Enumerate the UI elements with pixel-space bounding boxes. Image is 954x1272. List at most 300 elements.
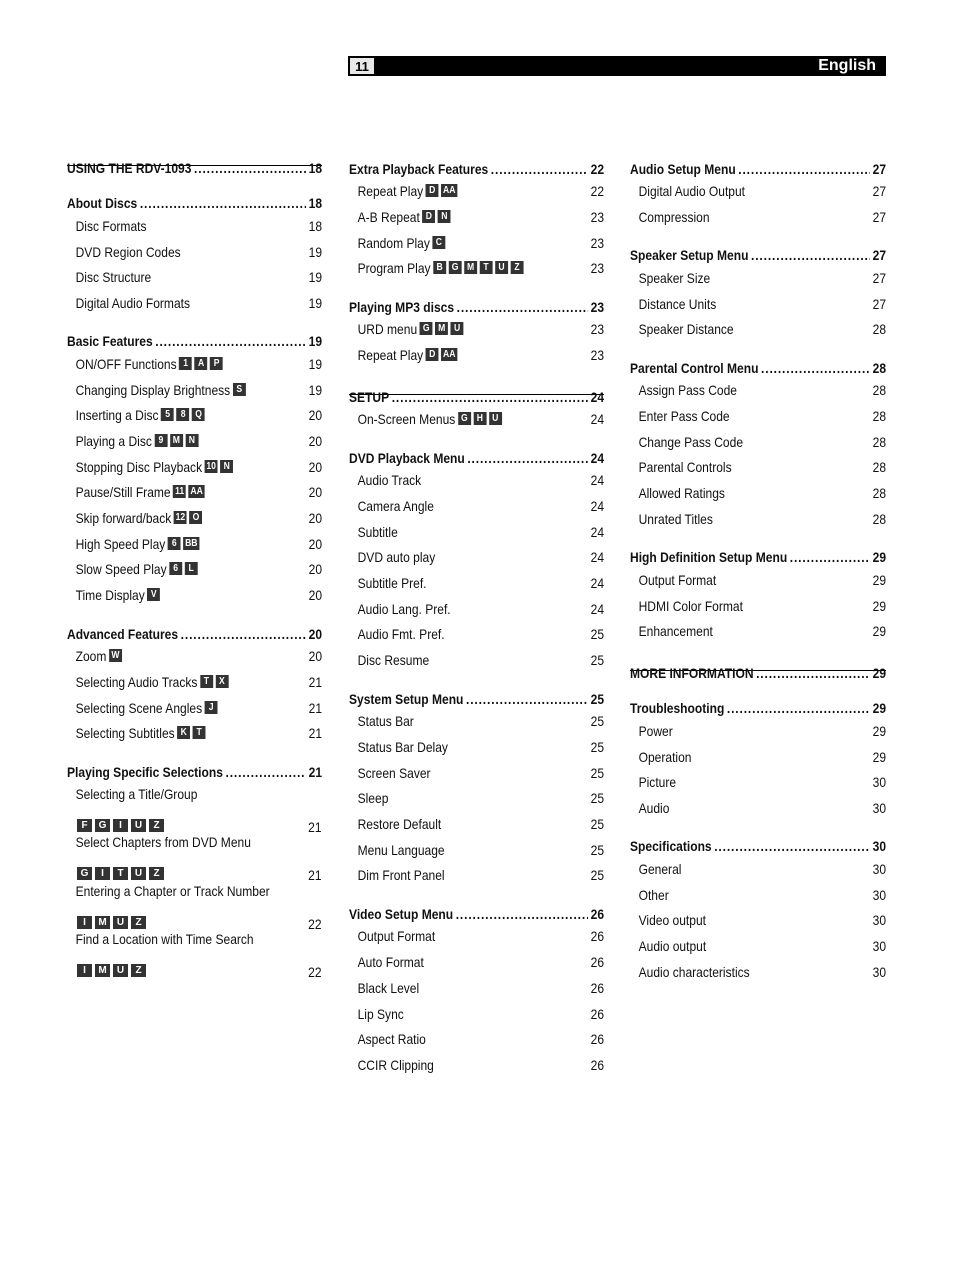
toc-page-number: 18 bbox=[308, 160, 323, 176]
toc-entry-title: HDMI Color Format bbox=[638, 598, 743, 614]
toc-entry[interactable] bbox=[349, 925, 604, 947]
toc-entry-title: Select Chapters from DVD Menu bbox=[75, 834, 251, 850]
button-icon-x: X bbox=[215, 675, 228, 688]
toc-entry-title: Disc Formats bbox=[75, 218, 147, 234]
toc-entry-title: Zoom bbox=[75, 648, 107, 664]
toc-page-number: 30 bbox=[872, 774, 887, 790]
toc-entry-title: Enter Pass Code bbox=[638, 408, 730, 424]
toc-entry-title: MORE INFORMATION bbox=[630, 665, 754, 681]
button-icon-aa: AA bbox=[442, 184, 456, 196]
button-icon-g: G bbox=[458, 412, 471, 425]
toc-entry-title: Video Setup Menu bbox=[349, 906, 454, 922]
toc-page-number: 19 bbox=[308, 333, 323, 349]
toc-page-number: 19 bbox=[308, 244, 323, 260]
toc-heading[interactable] bbox=[630, 835, 886, 857]
toc-page-number: 25 bbox=[590, 691, 605, 707]
toc-entry-title: Digital Audio Output bbox=[638, 183, 746, 199]
button-icon-z: Z bbox=[131, 916, 146, 929]
toc-entry[interactable] bbox=[67, 266, 322, 288]
toc-entry-title: Menu Language bbox=[357, 842, 445, 858]
button-icon-group bbox=[77, 964, 149, 980]
toc-page-number: 19 bbox=[308, 269, 323, 285]
toc-entry[interactable] bbox=[67, 722, 322, 744]
toc-entry-title: Compression bbox=[638, 209, 710, 225]
toc-page-number: 29 bbox=[872, 598, 887, 614]
toc-entry[interactable] bbox=[67, 292, 322, 314]
toc-entry[interactable] bbox=[67, 507, 322, 529]
button-icon-p: P bbox=[210, 357, 223, 370]
toc-entry[interactable] bbox=[349, 495, 604, 517]
button-icon-a: A bbox=[195, 357, 208, 370]
toc-entry[interactable] bbox=[630, 405, 886, 427]
button-icon-c: C bbox=[432, 236, 445, 249]
toc-page-number: 20 bbox=[308, 484, 323, 500]
toc-page-number: 26 bbox=[590, 1057, 605, 1073]
toc-entry[interactable] bbox=[349, 469, 604, 491]
toc-page-number: 27 bbox=[872, 247, 887, 263]
toc-entry-title: Audio Fmt. Pref. bbox=[357, 626, 445, 642]
toc-page-number: 29 bbox=[872, 623, 887, 639]
toc-entry[interactable] bbox=[349, 787, 604, 809]
toc-entry[interactable] bbox=[349, 257, 604, 279]
toc-page-number: 24 bbox=[590, 549, 605, 565]
toc-heading[interactable] bbox=[349, 386, 604, 408]
toc-entry-title: Digital Audio Formats bbox=[75, 295, 191, 311]
toc-entry[interactable] bbox=[67, 928, 322, 950]
toc-entry[interactable] bbox=[630, 482, 886, 504]
toc-entry-title: Other bbox=[638, 887, 669, 903]
toc-page-number: 22 bbox=[308, 964, 322, 980]
toc-entry[interactable] bbox=[67, 671, 322, 693]
toc-entry-title: Unrated Titles bbox=[638, 511, 713, 527]
toc-entry-title: Slow Speed Play bbox=[75, 561, 167, 577]
toc-entry[interactable] bbox=[349, 1003, 604, 1025]
toc-heading[interactable] bbox=[67, 192, 322, 214]
toc-page-number: 24 bbox=[590, 472, 605, 488]
toc-entry-title: Program Play bbox=[357, 260, 431, 276]
button-icon-u: U bbox=[131, 819, 146, 832]
button-icon-aa: AA bbox=[442, 348, 456, 360]
dot-leader bbox=[491, 158, 588, 180]
toc-entry[interactable] bbox=[67, 880, 322, 902]
toc-entry-title: Power bbox=[638, 723, 673, 739]
toc-entry[interactable] bbox=[630, 431, 886, 453]
toc-page-number: 25 bbox=[590, 626, 605, 642]
toc-page-number: 21 bbox=[308, 700, 323, 716]
button-icon-12: 12 bbox=[175, 511, 186, 523]
toc-page-number: 23 bbox=[590, 260, 605, 276]
toc-page-number: 29 bbox=[872, 572, 887, 588]
button-icon-i: I bbox=[77, 964, 92, 977]
toc-heading[interactable] bbox=[630, 546, 886, 568]
toc-entry[interactable] bbox=[349, 649, 604, 671]
toc-entry[interactable] bbox=[630, 595, 886, 617]
toc-page-number: 24 bbox=[590, 411, 605, 427]
toc-entry-title: CCIR Clipping bbox=[357, 1057, 434, 1073]
toc-entry[interactable] bbox=[349, 839, 604, 861]
toc-entry[interactable] bbox=[349, 344, 604, 366]
toc-entry[interactable] bbox=[349, 521, 604, 543]
toc-entry-title: Subtitle bbox=[357, 524, 398, 540]
toc-entry[interactable] bbox=[67, 783, 322, 805]
toc-entry[interactable] bbox=[630, 206, 886, 228]
button-icon-f: F bbox=[77, 819, 92, 832]
toc-entry[interactable] bbox=[630, 935, 886, 957]
toc-page-number: 20 bbox=[308, 510, 323, 526]
toc-heading[interactable] bbox=[630, 662, 886, 684]
button-icon-5: 5 bbox=[161, 408, 174, 421]
toc-entry[interactable] bbox=[630, 293, 886, 315]
toc-entry[interactable] bbox=[630, 771, 886, 793]
toc-page-number: 25 bbox=[590, 739, 605, 755]
toc-page-number: 29 bbox=[872, 723, 887, 739]
toc-page-number: 26 bbox=[590, 928, 605, 944]
dot-leader bbox=[194, 157, 306, 179]
toc-entry-title: Subtitle Pref. bbox=[357, 575, 427, 591]
toc-page-number: 27 bbox=[872, 209, 887, 225]
button-icon-t: T bbox=[480, 261, 493, 274]
toc-entry-title: Time Display bbox=[75, 587, 145, 603]
toc-heading[interactable] bbox=[349, 903, 604, 925]
toc-entry[interactable] bbox=[349, 736, 604, 758]
toc-entry-title: Sleep bbox=[357, 790, 389, 806]
button-icon-h: H bbox=[473, 412, 486, 425]
toc-entry-title: Speaker Setup Menu bbox=[630, 247, 749, 263]
toc-entry[interactable] bbox=[630, 909, 886, 931]
toc-page-number: 25 bbox=[590, 652, 605, 668]
toc-entry[interactable] bbox=[349, 623, 604, 645]
button-icon-6: 6 bbox=[169, 562, 182, 575]
toc-entry[interactable] bbox=[630, 858, 886, 880]
toc-entry-title: Audio Track bbox=[357, 472, 422, 488]
toc-entry[interactable] bbox=[630, 318, 886, 340]
toc-entry[interactable] bbox=[67, 481, 322, 503]
toc-page-number: 26 bbox=[590, 1031, 605, 1047]
toc-entry[interactable] bbox=[349, 1028, 604, 1050]
toc-entry[interactable] bbox=[630, 961, 886, 983]
toc-entry[interactable] bbox=[630, 569, 886, 591]
toc-entry-title: ON/OFF Functions bbox=[75, 356, 177, 372]
toc-heading[interactable] bbox=[67, 623, 322, 645]
button-icon-g: G bbox=[95, 819, 110, 832]
toc-entry[interactable] bbox=[349, 572, 604, 594]
toc-entry-title: Troubleshooting bbox=[630, 700, 725, 716]
toc-heading[interactable] bbox=[630, 158, 886, 180]
toc-page-number: 20 bbox=[308, 648, 323, 664]
toc-entry[interactable] bbox=[349, 180, 604, 202]
button-icon-l: L bbox=[185, 562, 198, 575]
toc-entry-title: Change Pass Code bbox=[638, 434, 744, 450]
toc-entry-title: Distance Units bbox=[638, 296, 717, 312]
toc-entry-title: SETUP bbox=[349, 389, 390, 405]
button-icon-m: M bbox=[95, 964, 110, 977]
toc-entry[interactable] bbox=[349, 977, 604, 999]
button-icon-aa: AA bbox=[190, 485, 203, 497]
toc-entry-title: Repeat Play bbox=[357, 183, 424, 199]
toc-page-number: 21 bbox=[308, 725, 323, 741]
dot-leader bbox=[467, 447, 588, 469]
toc-entry[interactable] bbox=[630, 508, 886, 530]
dot-leader bbox=[714, 835, 870, 857]
toc-page-number: 20 bbox=[308, 459, 323, 475]
toc-entry-title: Changing Display Brightness bbox=[75, 382, 231, 398]
button-icon-i: I bbox=[95, 867, 110, 880]
toc-entry-title: Lip Sync bbox=[357, 1006, 404, 1022]
toc-entry[interactable] bbox=[630, 456, 886, 478]
button-icon-o: O bbox=[189, 511, 202, 524]
toc-entry-title: URD menu bbox=[357, 321, 418, 337]
button-icon-n: N bbox=[185, 434, 198, 447]
toc-page-number: 24 bbox=[590, 498, 605, 514]
toc-entry-title: Selecting Audio Tracks bbox=[75, 674, 198, 690]
toc-heading[interactable] bbox=[349, 688, 604, 710]
toc-page-number: 25 bbox=[590, 765, 605, 781]
toc-entry-title: Black Level bbox=[357, 980, 420, 996]
toc-entry[interactable] bbox=[630, 267, 886, 289]
toc-entry-title: Disc Structure bbox=[75, 269, 152, 285]
toc-page-number: 28 bbox=[872, 321, 887, 337]
toc-page-number: 24 bbox=[590, 601, 605, 617]
toc-page-number: 29 bbox=[872, 549, 887, 565]
toc-entry[interactable] bbox=[67, 430, 322, 452]
toc-page-number: 25 bbox=[590, 867, 605, 883]
toc-page-number: 25 bbox=[590, 842, 605, 858]
toc-page-number: 24 bbox=[590, 389, 605, 405]
toc-page-number: 28 bbox=[872, 360, 887, 376]
toc-entry-title: Repeat Play bbox=[357, 347, 424, 363]
toc-page-number: 19 bbox=[308, 356, 323, 372]
button-icon-t: T bbox=[200, 675, 213, 688]
toc-page-number: 21 bbox=[308, 674, 323, 690]
toc-entry[interactable] bbox=[630, 620, 886, 642]
dot-leader bbox=[456, 903, 588, 925]
toc-page-number: 20 bbox=[308, 536, 323, 552]
toc-page-number: 24 bbox=[590, 450, 605, 466]
toc-entry[interactable] bbox=[67, 353, 322, 375]
toc-heading[interactable] bbox=[349, 447, 604, 469]
toc-entry[interactable] bbox=[349, 232, 604, 254]
toc-page-number: 21 bbox=[308, 764, 323, 780]
toc-entry[interactable] bbox=[630, 746, 886, 768]
toc-entry[interactable] bbox=[349, 864, 604, 886]
button-icon-k: K bbox=[177, 726, 190, 739]
toc-entry-title: Assign Pass Code bbox=[638, 382, 737, 398]
button-icon-8: 8 bbox=[177, 408, 190, 421]
toc-entry-title: Inserting a Disc bbox=[75, 407, 159, 423]
toc-entry-title: DVD Region Codes bbox=[75, 244, 181, 260]
toc-entry[interactable] bbox=[349, 710, 604, 732]
toc-heading[interactable] bbox=[67, 330, 322, 352]
button-icon-m: M bbox=[95, 916, 110, 929]
toc-entry-title: USING THE RDV-1093 bbox=[67, 160, 192, 176]
button-icon-z: Z bbox=[511, 261, 524, 274]
toc-page-number: 18 bbox=[308, 195, 323, 211]
toc-entry-title: Audio bbox=[638, 800, 670, 816]
toc-entry-title: Restore Default bbox=[357, 816, 442, 832]
toc-heading[interactable] bbox=[630, 697, 886, 719]
toc-entry[interactable] bbox=[67, 533, 322, 555]
button-icon-n: N bbox=[220, 460, 233, 473]
button-icon-s: S bbox=[233, 383, 246, 396]
toc-entry-title: Selecting Scene Angles bbox=[75, 700, 203, 716]
toc-entry[interactable] bbox=[349, 206, 604, 228]
toc-entry[interactable] bbox=[67, 241, 322, 263]
toc-page-number: 20 bbox=[308, 626, 323, 642]
toc-page-number: 30 bbox=[872, 800, 887, 816]
toc-page-number: 21 bbox=[308, 867, 322, 883]
toc-entry[interactable] bbox=[349, 318, 604, 340]
toc-entry[interactable] bbox=[349, 951, 604, 973]
button-icon-6: 6 bbox=[168, 537, 181, 550]
toc-entry-title: Selecting Subtitles bbox=[75, 725, 175, 741]
toc-page-number: 22 bbox=[590, 161, 605, 177]
button-icon-d: D bbox=[426, 184, 439, 197]
toc-entry[interactable] bbox=[349, 813, 604, 835]
dot-leader bbox=[751, 244, 870, 266]
toc-page-number: 28 bbox=[872, 434, 887, 450]
button-icon-u: U bbox=[489, 412, 502, 425]
toc-entry-title: Allowed Ratings bbox=[638, 485, 725, 501]
toc-entry-title: Camera Angle bbox=[357, 498, 434, 514]
toc-page-number: 26 bbox=[590, 954, 605, 970]
toc-heading[interactable] bbox=[349, 158, 604, 180]
toc-entry[interactable] bbox=[349, 598, 604, 620]
toc-entry-title: Aspect Ratio bbox=[357, 1031, 426, 1047]
toc-entry[interactable] bbox=[630, 180, 886, 202]
toc-page-number: 23 bbox=[590, 235, 605, 251]
toc-entry-title: Audio Lang. Pref. bbox=[357, 601, 451, 617]
toc-heading[interactable] bbox=[67, 761, 322, 783]
toc-entry[interactable] bbox=[67, 558, 322, 580]
toc-page-number: 24 bbox=[590, 575, 605, 591]
toc-entry[interactable] bbox=[349, 546, 604, 568]
toc-page-number: 30 bbox=[872, 964, 887, 980]
toc-entry[interactable] bbox=[630, 884, 886, 906]
toc-entry-title: Parental Controls bbox=[638, 459, 732, 475]
toc-heading[interactable] bbox=[630, 357, 886, 379]
toc-page-number: 28 bbox=[872, 459, 887, 475]
toc-page-number: 18 bbox=[308, 218, 323, 234]
toc-page-number: 26 bbox=[590, 906, 605, 922]
button-icon-bb: BB bbox=[185, 537, 198, 549]
toc-heading[interactable] bbox=[630, 244, 886, 266]
toc-entry[interactable] bbox=[67, 645, 322, 667]
toc-entry-title: Output Format bbox=[357, 928, 436, 944]
button-icon-u: U bbox=[113, 916, 128, 929]
toc-entry-title: Picture bbox=[638, 774, 677, 790]
button-icon-d: D bbox=[422, 210, 435, 223]
button-icon-z: Z bbox=[149, 819, 164, 832]
toc-entry-title: System Setup Menu bbox=[349, 691, 464, 707]
toc-heading[interactable] bbox=[349, 296, 604, 318]
toc-entry[interactable] bbox=[67, 584, 322, 606]
dot-leader bbox=[738, 158, 870, 180]
toc-entry[interactable] bbox=[67, 831, 322, 853]
toc-entry-title: High Speed Play bbox=[75, 536, 166, 552]
toc-entry[interactable] bbox=[349, 762, 604, 784]
toc-page-number: 24 bbox=[590, 524, 605, 540]
toc-entry[interactable] bbox=[67, 379, 322, 401]
toc-entry-title: A-B Repeat bbox=[357, 209, 420, 225]
button-icon-g: G bbox=[420, 322, 433, 335]
toc-entry[interactable] bbox=[349, 1054, 604, 1076]
toc-page-number: 30 bbox=[872, 838, 887, 854]
dot-leader bbox=[790, 546, 870, 568]
button-icon-m: M bbox=[170, 434, 183, 447]
button-icon-n: N bbox=[438, 210, 451, 223]
toc-entry-title: Auto Format bbox=[357, 954, 424, 970]
toc-page-number: 28 bbox=[872, 408, 887, 424]
toc-page-number: 29 bbox=[872, 749, 887, 765]
toc-entry-title: Basic Features bbox=[67, 333, 153, 349]
toc-entry[interactable] bbox=[67, 456, 322, 478]
toc-entry-title: Disc Resume bbox=[357, 652, 430, 668]
toc-entry-title: Operation bbox=[638, 749, 692, 765]
toc-entry-title: Parental Control Menu bbox=[630, 360, 759, 376]
toc-page-number: 25 bbox=[590, 790, 605, 806]
dot-leader bbox=[155, 330, 306, 352]
button-icon-q: Q bbox=[192, 408, 205, 421]
toc-page-number: 23 bbox=[590, 299, 605, 315]
toc-entry[interactable] bbox=[67, 404, 322, 426]
toc-entry-title: Dim Front Panel bbox=[357, 867, 445, 883]
toc-page-number: 23 bbox=[590, 209, 605, 225]
button-icon-w: W bbox=[109, 649, 122, 662]
toc-entry[interactable] bbox=[349, 408, 604, 430]
toc-heading[interactable] bbox=[67, 157, 322, 179]
toc-entry[interactable] bbox=[67, 697, 322, 719]
button-icon-u: U bbox=[451, 322, 464, 335]
toc-page-number: 26 bbox=[590, 980, 605, 996]
toc-page-number: 21 bbox=[308, 819, 322, 835]
toc-entry-title: Playing a Disc bbox=[75, 433, 152, 449]
toc-entry[interactable] bbox=[630, 720, 886, 742]
toc-entry-title: Audio output bbox=[638, 938, 707, 954]
toc-entry-title: Enhancement bbox=[638, 623, 713, 639]
page-header-bar bbox=[348, 56, 886, 76]
toc-entry-title: Selecting a Title/Group bbox=[75, 786, 198, 802]
toc-page-number: 29 bbox=[872, 700, 887, 716]
dot-leader bbox=[392, 386, 588, 408]
button-icon-10: 10 bbox=[206, 460, 216, 472]
dot-leader bbox=[466, 688, 588, 710]
toc-page-number: 27 bbox=[872, 270, 887, 286]
toc-page-number: 19 bbox=[308, 382, 323, 398]
dot-leader bbox=[181, 623, 306, 645]
button-icon-v: V bbox=[147, 588, 160, 601]
toc-entry[interactable] bbox=[630, 379, 886, 401]
button-icon-u: U bbox=[131, 867, 146, 880]
button-icon-1: 1 bbox=[179, 357, 192, 370]
button-icon-i: I bbox=[113, 819, 128, 832]
button-icon-9: 9 bbox=[154, 434, 167, 447]
toc-entry[interactable] bbox=[630, 797, 886, 819]
toc-entry-title: About Discs bbox=[67, 195, 138, 211]
button-icon-j: J bbox=[205, 701, 218, 714]
toc-entry-title: Speaker Distance bbox=[638, 321, 734, 337]
toc-entry-title: DVD auto play bbox=[357, 549, 436, 565]
dot-leader bbox=[225, 761, 306, 783]
toc-page-number: 27 bbox=[872, 296, 887, 312]
dot-leader bbox=[457, 296, 588, 318]
button-icon-g: G bbox=[77, 867, 92, 880]
dot-leader bbox=[756, 662, 870, 684]
button-icon-u: U bbox=[495, 261, 508, 274]
toc-entry-title: Extra Playback Features bbox=[349, 161, 489, 177]
toc-page-number: 28 bbox=[872, 382, 887, 398]
toc-page-number: 20 bbox=[308, 407, 323, 423]
toc-entry[interactable] bbox=[67, 215, 322, 237]
